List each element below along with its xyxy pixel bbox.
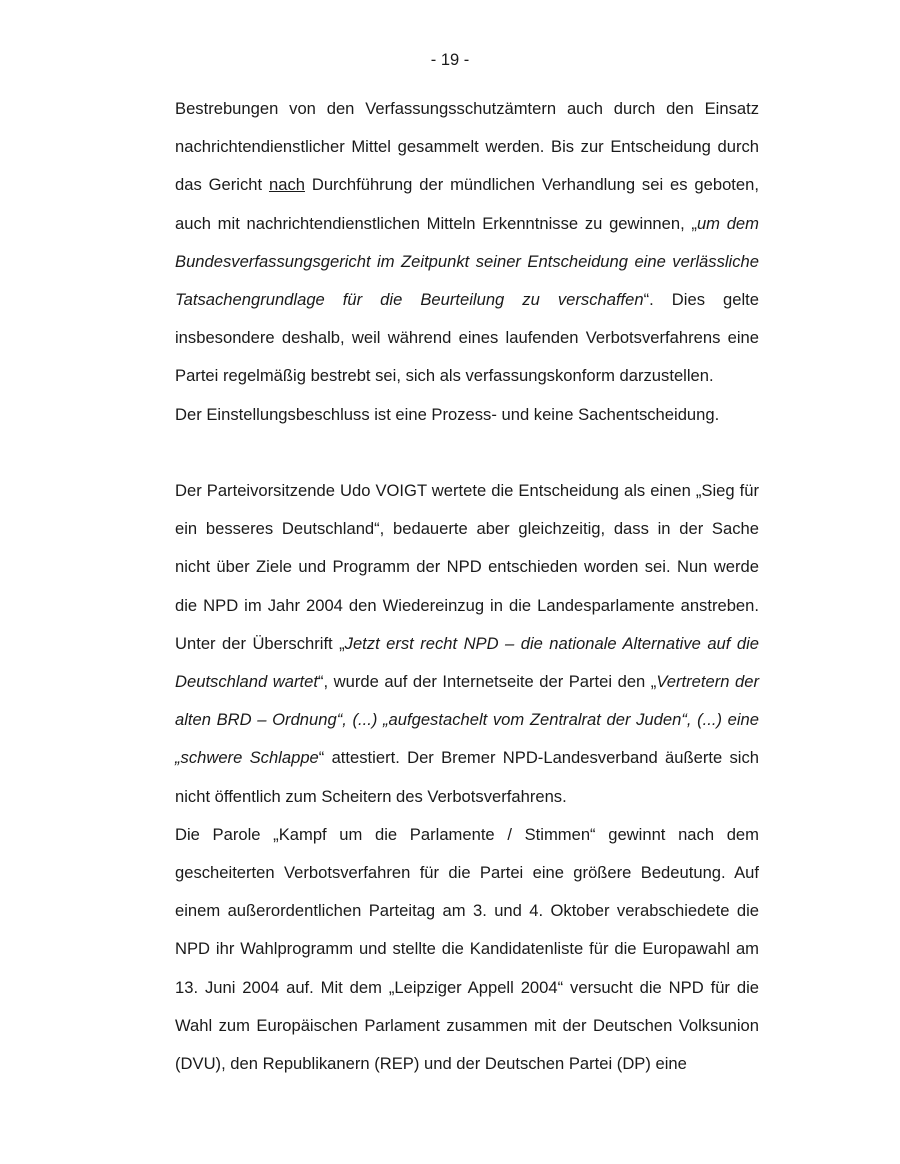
paragraph-gap [175,434,759,472]
text-segment: “, wurde auf der Internetseite der Partei den „ [317,672,657,692]
italic-quote: Jetzt erst recht NPD – die nationale Alternative auf die Deutschland wartet [175,633,759,692]
paragraph [175,472,759,816]
underlined-text: nach [268,175,305,195]
italic-quote: um dem Bundesverfassungsgericht im Zeitpunkt seiner Entscheidung eine verlässliche Tatsachengrundlage für die Beurteilung zu verschaffen [175,213,759,310]
paragraph [175,90,759,396]
text-segment: Der Parteivorsitzende Udo VOIGT wertete die Entscheidung als einen „Sieg für ein besseres Deutschland“, bedauerte aber gleichzeitig, dass in der Sache nicht über Ziele und Programm der NPD entschieden worden sei. Nun werde die NPD im Jahr 2004 den Wiedereinzug in die Landesparlamente anstreben. Unter der Überschrift „ [175,481,759,653]
text-segment: Der Einstellungsbeschluss ist eine Prozess- und keine Sachentscheidung. [175,404,720,424]
paragraph [175,396,759,434]
text-segment: “. Dies gelte insbesondere deshalb, weil während eines laufenden Verbotsverfahrens eine Partei regelmäßig bestrebt sei, sich als verfassungskonform darzustellen. [175,290,759,386]
page-number: - 19 - [430,51,470,69]
text-segment: Die Parole „Kampf um die Parlamente / Stimmen“ gewinnt nach dem gescheiterten Verbotsverfahren für die Partei eine größere Bedeutung. Auf einem außerordentlichen Parteitag am 3. und 4. Oktober verabschiedete die NPD ihr Wahlprogramm und stellte die Kandidatenliste für die Europawahl am 13. Juni 2004 auf. Mit dem „Leipziger Appell 2004“ versucht die NPD für die Wahl zum Europäischen Parlament zusammen mit der Deutschen Volksunion (DVU), den Republikanern (REP) und der Deutschen Partei (DP) eine [175,824,759,1074]
text-segment: Durchführung der mündlichen Verhandlung sei es geboten, auch mit nachrichtendienstlichen Mitteln Erkenntnisse zu gewinnen, „ [175,175,759,233]
document-body [175,90,759,1083]
paragraph [175,816,759,1083]
text-segment: Bestrebungen von den Verfassungsschutzämtern auch durch den Einsatz nachrichtendienstlicher Mittel gesammelt werden. Bis zur Entscheidung durch das Gericht [175,99,759,195]
italic-quote: Vertretern der alten BRD – Ordnung“, (...) „aufgestachelt vom Zentralrat der Juden“, (...) eine „schwere Schlappe [175,672,759,768]
text-segment: “ attestiert. Der Bremer NPD-Landesverband äußerte sich nicht öffentlich zum Scheitern des Verbotsverfahrens. [175,748,759,806]
